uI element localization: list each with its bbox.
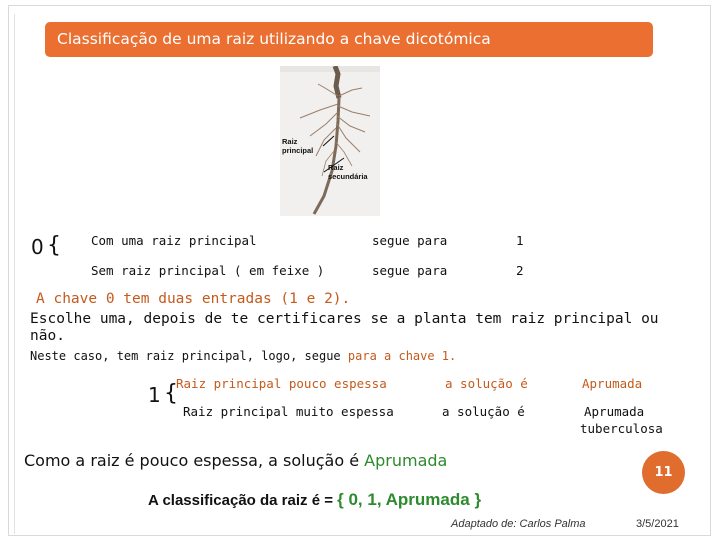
key1-result-2-line1: Aprumada bbox=[584, 404, 645, 419]
key0-entry-2: Sem raiz principal ( em feixe ) bbox=[91, 263, 325, 278]
credit-text: Adaptado de: Carlos Palma bbox=[451, 518, 586, 530]
key1-action-1: a solução é bbox=[445, 376, 528, 391]
conclusion-highlight: Aprumada bbox=[364, 451, 448, 470]
key1-brace: { bbox=[164, 381, 178, 406]
final-value: { 0, 1, Aprumada } bbox=[337, 490, 482, 509]
slide-title: Classificação de uma raiz utilizando a chave dicotómica bbox=[57, 30, 491, 48]
explain-line-1: A chave 0 tem duas entradas (1 e 2). bbox=[36, 291, 351, 307]
key1-action-2: a solução é bbox=[442, 404, 525, 419]
slide-date: 3/5/2021 bbox=[636, 518, 679, 530]
explain-line-2: Escolhe uma, depois de te certificares se a planta tem raiz principal ou bbox=[30, 311, 659, 327]
key0-action-1: segue para bbox=[372, 233, 448, 248]
key0-brace: { bbox=[47, 233, 61, 258]
key0-action-2: segue para bbox=[372, 263, 448, 278]
key0-number: 0 bbox=[31, 235, 44, 259]
root-illustration bbox=[280, 66, 380, 216]
page-number: 11 bbox=[654, 465, 673, 480]
title-bar bbox=[45, 22, 653, 57]
key1-entry-1: Raiz principal pouco espessa bbox=[176, 376, 387, 391]
key0-result-2: 2 bbox=[516, 263, 524, 278]
case-highlight: para a chave 1. bbox=[347, 349, 457, 363]
key0-entry-1: Com uma raiz principal bbox=[91, 233, 257, 248]
key1-number: 1 bbox=[148, 383, 161, 407]
label-raiz-secundaria: Raiz secundária bbox=[328, 163, 368, 181]
key0-result-1: 1 bbox=[516, 233, 524, 248]
explain-line-3: não. bbox=[30, 328, 65, 344]
conclusion-text: Como a raiz é pouco espessa, a solução é bbox=[24, 451, 365, 470]
key1-result-1: Aprumada bbox=[582, 376, 643, 391]
case-text: Neste caso, tem raiz principal, logo, segue bbox=[30, 349, 348, 363]
label-raiz-principal: Raiz principal bbox=[282, 137, 314, 155]
key1-result-2-line2: tuberculosa bbox=[580, 421, 663, 436]
conclusion-sentence bbox=[24, 451, 447, 470]
key1-entry-2: Raiz principal muito espessa bbox=[183, 404, 394, 419]
case-sentence bbox=[30, 349, 456, 363]
page-number-badge bbox=[642, 451, 685, 494]
final-text: A classificação da raiz é = bbox=[148, 492, 338, 509]
root-photo bbox=[280, 66, 380, 216]
final-classification bbox=[148, 490, 481, 510]
